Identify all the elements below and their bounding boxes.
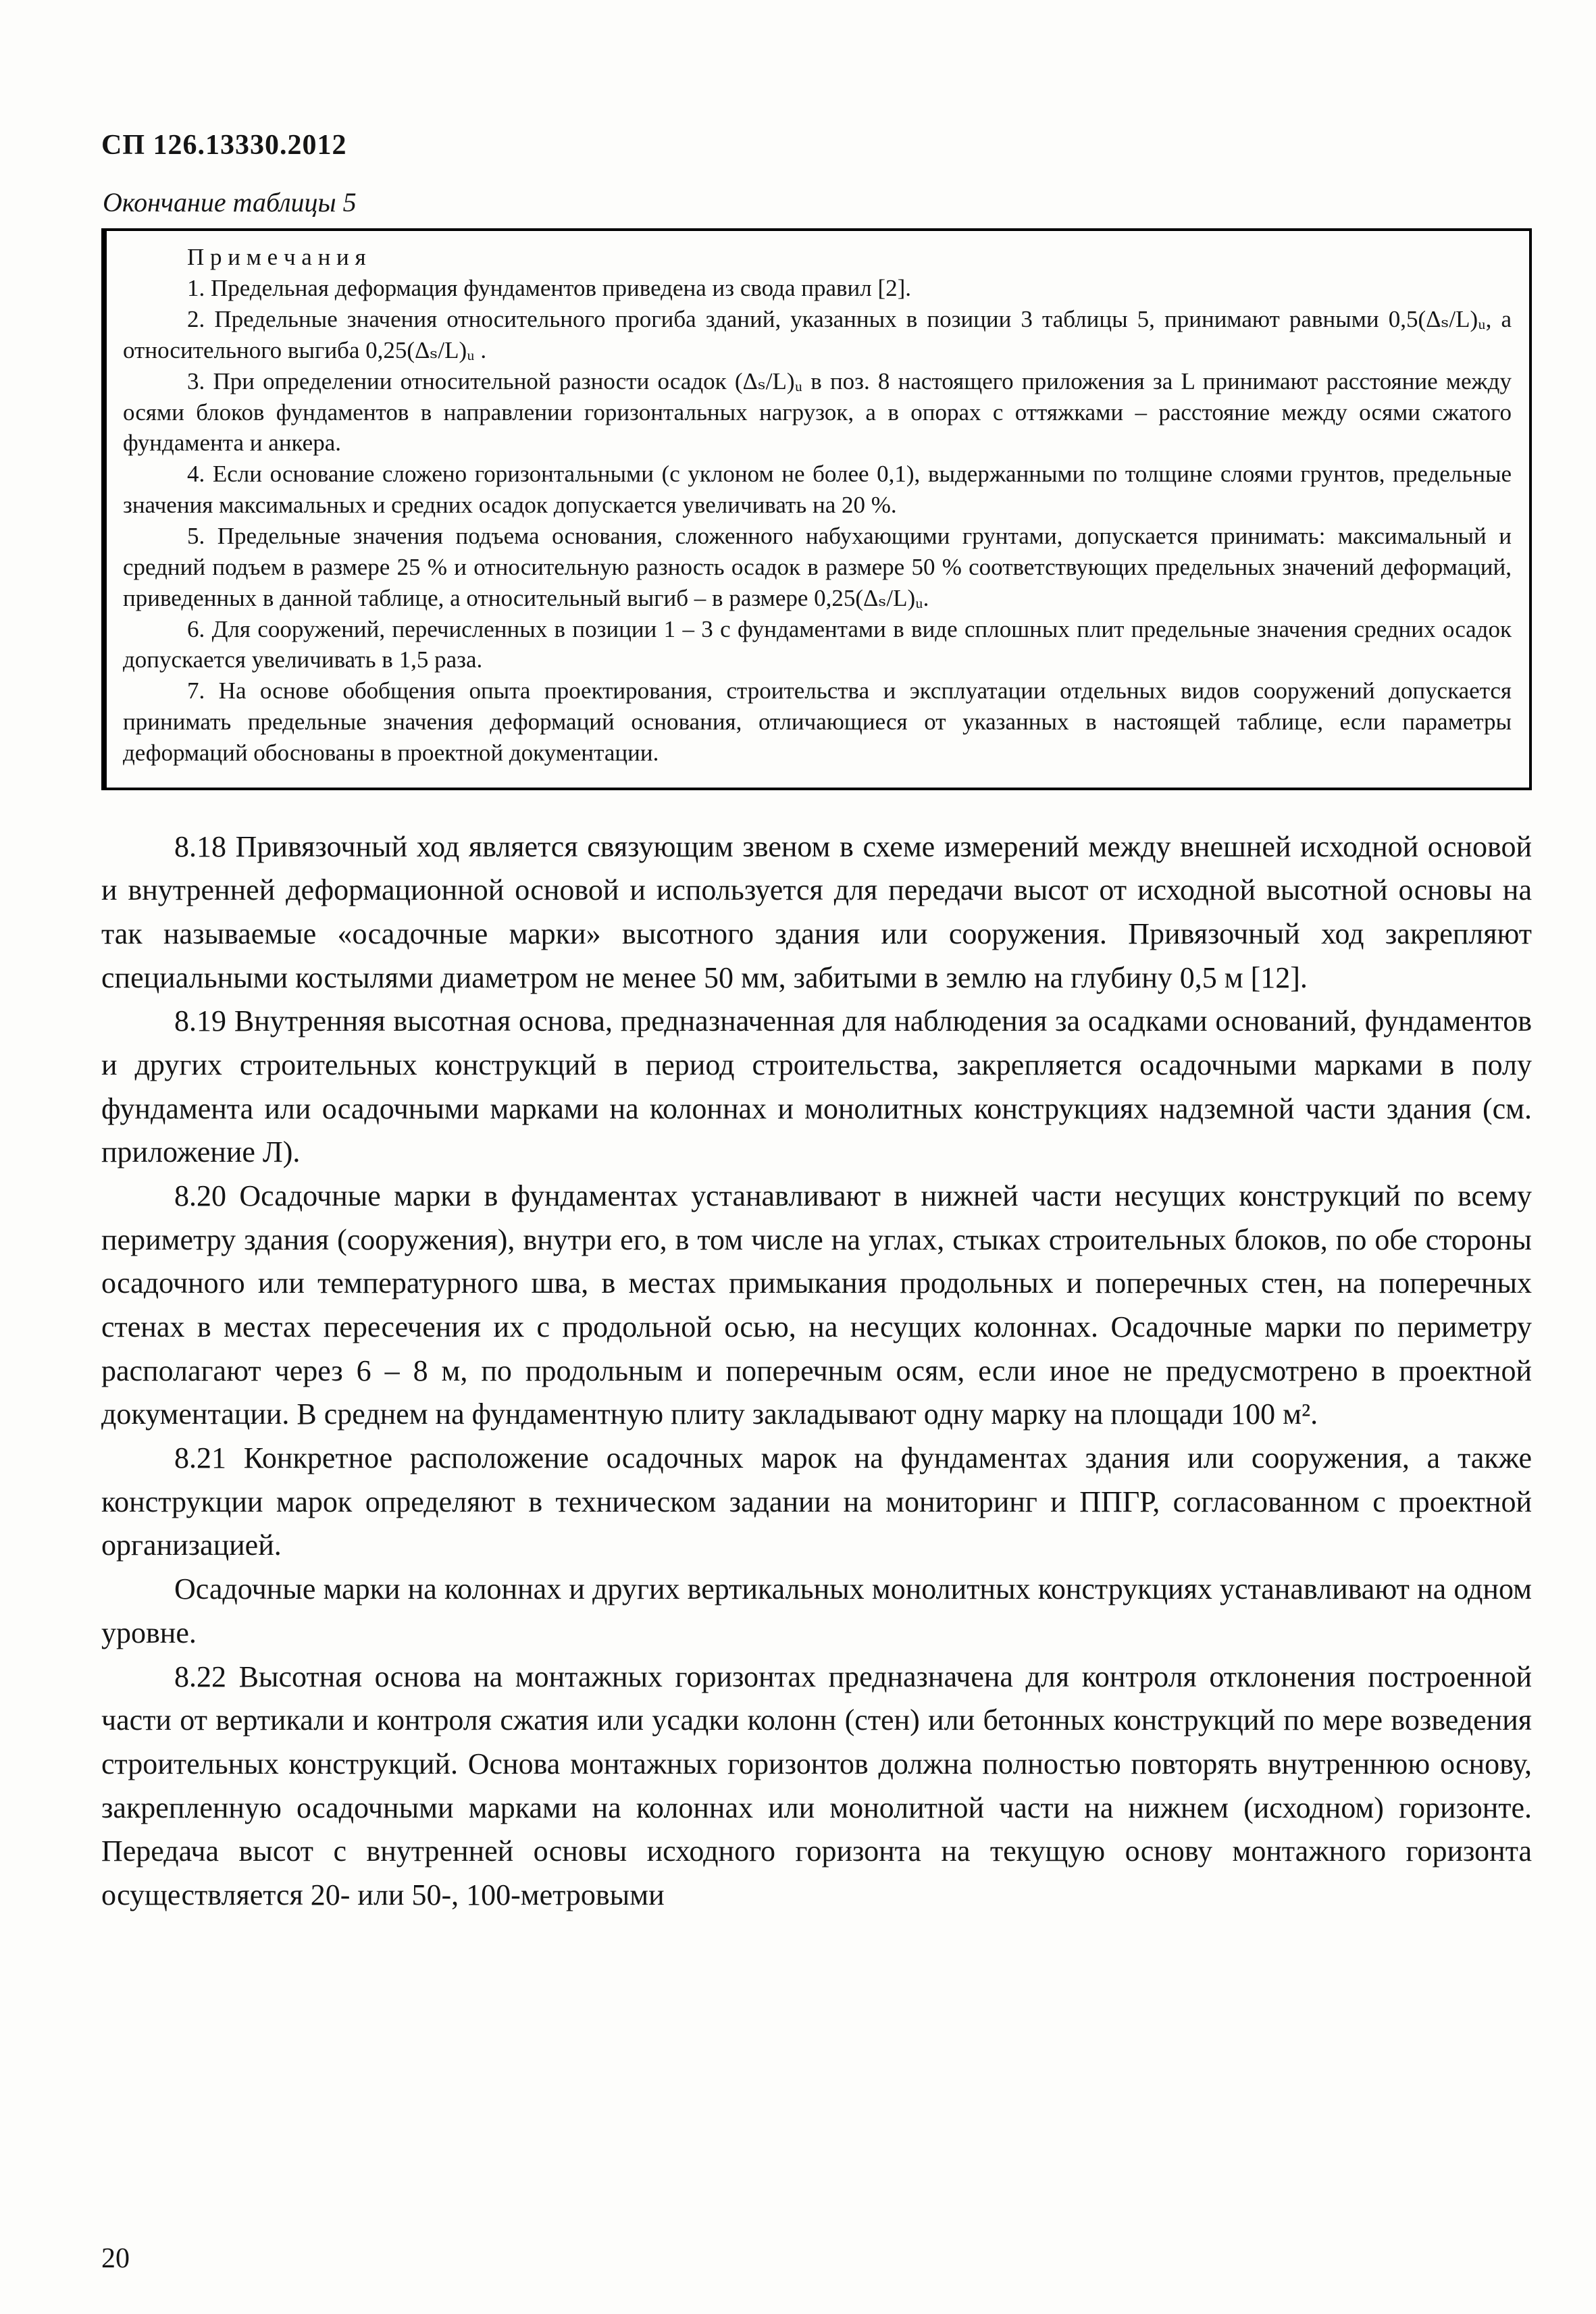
document-code: СП 126.13330.2012 — [101, 130, 347, 161]
note-item-4: 4. Если основание сложено горизонтальными (с уклоном не более 0,1), выдержанными по толщине слоями грунтов, предельные значения максимальных и средних осадок допускается увеличивать на 20 %. — [123, 461, 1512, 519]
paragraph-8-21: 8.21 Конкретное расположение осадочных марок на фундаментах здания или сооружения, а также конструкции марок определяют в техническом задании на мониторинг и ППГР, согласованном с проектной организацией. — [101, 1441, 1532, 1562]
table-notes-box — [101, 228, 1532, 790]
body-text — [101, 825, 1532, 1918]
paragraph-8-18: 8.18 Привязочный ход является связующим звеном в схеме измерений между внешней исходной основой и внутренней деформационной основой и используется для передачи высот от исходной высотной основы на так называемые «осадочные марки» высотного здания или сооружения. Привязочный ход закрепляют специальными костылями диаметром не менее 50 мм, забитыми в землю на глубину 0,5 м [12]. — [101, 829, 1532, 994]
paragraph-8-22: 8.22 Высотная основа на монтажных горизонтах предназначена для контроля отклонения построенной части от вертикали и контроля сжатия или усадки колонн (стен) или бетонных конструкций по мере возведения строительных конструкций. Основа монтажных горизонтов должна полностью повторять внутреннюю основу, закрепленную осадочными марками на колоннах или монолитной части на нижнем (исходном) горизонте. Передача высот с внутренней основы исходного горизонта на текущую основу монтажного горизонта осуществляется 20- или 50-, 100-метровыми — [101, 1660, 1532, 1911]
table-continuation-caption: Окончание таблицы 5 — [103, 187, 357, 218]
paragraph-8-19: 8.19 Внутренняя высотная основа, предназначенная для наблюдения за осадками оснований, фундаментов и других строительных конструкций в период строительства, закрепляется осадочными марками в полу фундамента или осадочными марками на колоннах и монолитных конструкциях надземной части здания (см. приложение Л). — [101, 1004, 1532, 1169]
page-number: 20 — [101, 2243, 130, 2274]
note-item-1: 1. Предельная деформация фундаментов приведена из свода правил [2]. — [187, 275, 912, 302]
notes-title: П р и м е ч а н и я — [187, 244, 366, 271]
note-item-5: 5. Предельные значения подъема основания, сложенного набухающими грунтами, допускается принимать: максимальный и средний подъем в размере 25 % и относительную разность осадок в размере 50 % соответствующих предельных значений деформаций, приведенных в данной таблице, а относительный выгиб – в размере 0,25(Δₛ/L)ᵤ. — [123, 522, 1512, 611]
note-item-2: 2. Предельные значения относительного прогиба зданий, указанных в позиции 3 таблицы 5, принимают равными 0,5(Δₛ/L)ᵤ, а относительного выгиба 0,25(Δₛ/L)ᵤ . — [123, 306, 1512, 363]
paragraph-8-20: 8.20 Осадочные марки в фундаментах устанавливают в нижней части несущих конструкций по всему периметру здания (сооружения), внутри его, в том числе на углах, стыках строительных блоков, по обе стороны осадочного или температурного шва, в местах примыкания продольных и поперечных стен, на поперечных стенах в местах пересечения их с продольной осью, на несущих колоннах. Осадочные марки по периметру располагают через 6 – 8 м, по продольным и поперечным осям, если иное не предусмотрено в проектной документации. В среднем на фундаментную плиту закладывают одну марку на площади 100 м². — [101, 1179, 1532, 1431]
note-item-6: 6. Для сооружений, перечисленных в позиции 1 – 3 с фундаментами в виде сплошных плит предельные значения средних осадок допускается увеличивать в 1,5 раза. — [123, 615, 1512, 673]
paragraph-settlement-marks: Осадочные марки на колоннах и других вертикальных монолитных конструкциях устанавливают на одном уровне. — [101, 1572, 1532, 1649]
note-item-3: 3. При определении относительной разности осадок (Δₛ/L)ᵤ в поз. 8 настоящего приложения за L принимают расстояние между осями блоков фундаментов в направлении горизонтальных нагрузок, а в опорах с оттяжками – расстояние между осями сжатого фундамента и анкера. — [123, 367, 1512, 457]
note-item-7: 7. На основе обобщения опыта проектирования, строительства и эксплуатации отдельных видов сооружений допускается принимать предельные значения деформаций основания, отличающиеся от указанных в настоящей таблице, если параметры деформаций обоснованы в проектной документации. — [123, 677, 1512, 766]
